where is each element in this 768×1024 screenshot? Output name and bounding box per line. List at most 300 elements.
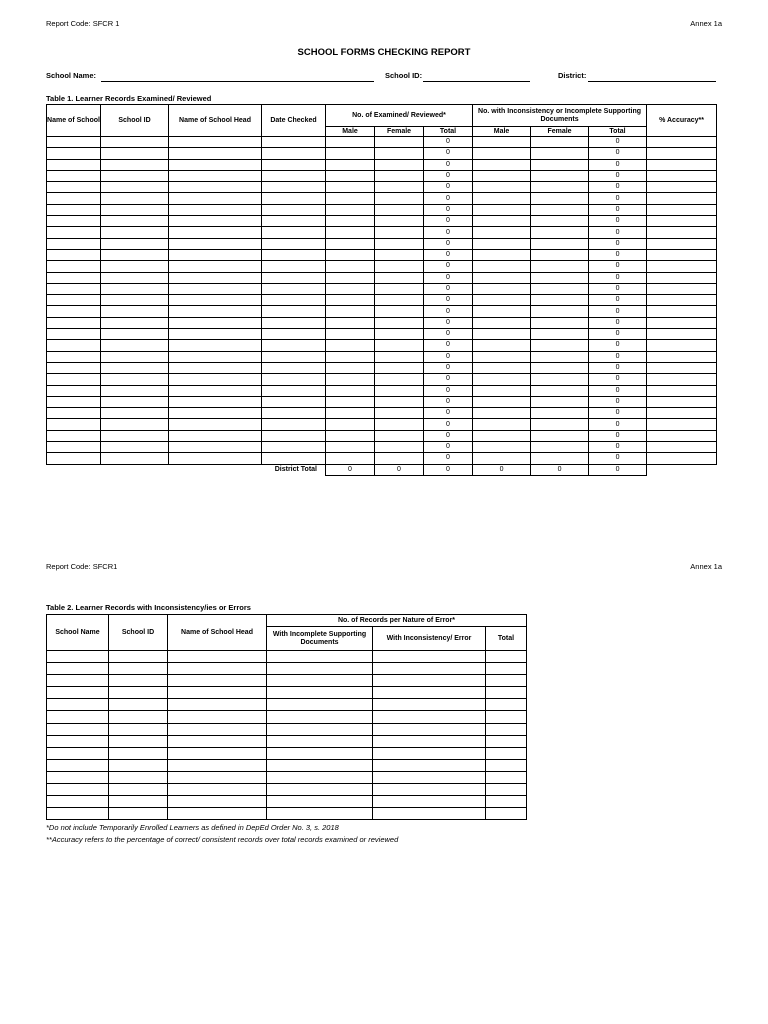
table-cell[interactable] [373, 771, 486, 783]
table-cell[interactable] [262, 283, 326, 294]
table-cell[interactable] [109, 784, 168, 796]
table-cell[interactable] [326, 408, 375, 419]
table-cell[interactable]: 0 [589, 419, 647, 430]
table-cell[interactable] [169, 419, 262, 430]
table-cell[interactable]: 0 [589, 159, 647, 170]
table-cell[interactable] [647, 408, 717, 419]
table-cell[interactable]: 0 [589, 317, 647, 328]
table-cell[interactable] [647, 216, 717, 227]
table-cell[interactable] [47, 771, 109, 783]
table-cell[interactable] [375, 182, 424, 193]
table-cell[interactable] [473, 193, 531, 204]
table-cell[interactable] [47, 419, 101, 430]
table-cell[interactable] [101, 306, 169, 317]
table-cell[interactable] [473, 137, 531, 148]
table-cell[interactable] [262, 340, 326, 351]
table-cell[interactable]: 0 [424, 329, 473, 340]
table-cell[interactable] [47, 808, 109, 820]
table-cell[interactable] [101, 148, 169, 159]
table-cell[interactable] [473, 159, 531, 170]
table-cell[interactable] [262, 419, 326, 430]
table-cell[interactable] [647, 227, 717, 238]
table-cell[interactable] [109, 711, 168, 723]
table-cell[interactable] [168, 723, 267, 735]
table-cell[interactable] [375, 329, 424, 340]
table-cell[interactable] [169, 170, 262, 181]
table-cell[interactable] [326, 442, 375, 453]
table-cell[interactable] [473, 340, 531, 351]
table-cell[interactable] [262, 137, 326, 148]
table-cell[interactable] [375, 204, 424, 215]
table-cell[interactable] [373, 675, 486, 687]
table-cell[interactable] [47, 283, 101, 294]
table-cell[interactable] [101, 137, 169, 148]
table-cell[interactable] [101, 283, 169, 294]
table-cell[interactable] [109, 663, 168, 675]
table-cell[interactable] [262, 170, 326, 181]
table-cell[interactable] [373, 808, 486, 820]
table-cell[interactable] [473, 442, 531, 453]
table-cell[interactable] [101, 249, 169, 260]
table-cell[interactable] [326, 249, 375, 260]
table-cell[interactable] [486, 663, 527, 675]
table-cell[interactable] [531, 329, 589, 340]
table-cell[interactable] [262, 216, 326, 227]
table-cell[interactable] [531, 442, 589, 453]
table-cell[interactable] [375, 216, 424, 227]
table-cell[interactable] [326, 317, 375, 328]
table-cell[interactable] [267, 771, 373, 783]
table-cell[interactable] [47, 227, 101, 238]
table-cell[interactable] [47, 182, 101, 193]
table-cell[interactable] [47, 295, 101, 306]
table-cell[interactable] [531, 453, 589, 464]
table-cell[interactable] [47, 362, 101, 373]
table-cell[interactable] [486, 687, 527, 699]
table-cell[interactable]: 0 [589, 453, 647, 464]
table-cell[interactable] [262, 227, 326, 238]
table-cell[interactable] [326, 193, 375, 204]
table-cell[interactable] [262, 204, 326, 215]
table-cell[interactable] [47, 430, 101, 441]
table-cell[interactable] [47, 351, 101, 362]
table-cell[interactable] [531, 396, 589, 407]
table-cell[interactable] [647, 261, 717, 272]
table-cell[interactable]: 0 [589, 261, 647, 272]
table-cell[interactable] [473, 182, 531, 193]
table-cell[interactable]: 0 [424, 170, 473, 181]
table-cell[interactable]: 0 [424, 295, 473, 306]
table-cell[interactable] [169, 351, 262, 362]
table-cell[interactable] [169, 182, 262, 193]
table-cell[interactable] [109, 699, 168, 711]
table-cell[interactable] [101, 170, 169, 181]
table-cell[interactable] [262, 193, 326, 204]
table-cell[interactable] [262, 430, 326, 441]
table-cell[interactable] [168, 747, 267, 759]
table-cell[interactable] [326, 137, 375, 148]
table-cell[interactable] [169, 306, 262, 317]
table-cell[interactable]: 0 [589, 238, 647, 249]
table-cell[interactable] [169, 329, 262, 340]
table-cell[interactable] [373, 651, 486, 663]
table-cell[interactable] [531, 374, 589, 385]
table-cell[interactable] [647, 419, 717, 430]
table-cell[interactable] [375, 408, 424, 419]
table-cell[interactable]: 0 [589, 148, 647, 159]
table-cell[interactable] [375, 351, 424, 362]
table-cell[interactable] [473, 261, 531, 272]
table-cell[interactable] [531, 261, 589, 272]
table-cell[interactable] [267, 759, 373, 771]
table-cell[interactable] [262, 453, 326, 464]
table-cell[interactable] [531, 408, 589, 419]
table-cell[interactable] [326, 430, 375, 441]
table-cell[interactable] [169, 362, 262, 373]
table-cell[interactable] [168, 771, 267, 783]
table-cell[interactable] [473, 362, 531, 373]
table-cell[interactable] [47, 272, 101, 283]
table-cell[interactable] [47, 396, 101, 407]
table-cell[interactable] [101, 193, 169, 204]
table-cell[interactable]: 0 [424, 385, 473, 396]
table-cell[interactable] [267, 808, 373, 820]
table-cell[interactable] [169, 408, 262, 419]
table-cell[interactable]: 0 [424, 340, 473, 351]
table-cell[interactable] [101, 351, 169, 362]
table-cell[interactable] [375, 453, 424, 464]
table-cell[interactable]: 0 [589, 329, 647, 340]
table-cell[interactable] [473, 317, 531, 328]
table-cell[interactable] [647, 193, 717, 204]
table-cell[interactable] [647, 374, 717, 385]
table-cell[interactable] [109, 808, 168, 820]
table-cell[interactable] [267, 723, 373, 735]
table-cell[interactable] [47, 340, 101, 351]
table-cell[interactable] [169, 396, 262, 407]
table-cell[interactable] [375, 374, 424, 385]
table-cell[interactable] [326, 396, 375, 407]
table-cell[interactable] [47, 796, 109, 808]
table-cell[interactable] [531, 227, 589, 238]
table-cell[interactable] [473, 249, 531, 260]
table-cell[interactable] [531, 148, 589, 159]
table-cell[interactable] [109, 687, 168, 699]
table-cell[interactable] [262, 442, 326, 453]
table-cell[interactable] [531, 283, 589, 294]
table-cell[interactable] [267, 711, 373, 723]
table-cell[interactable] [326, 351, 375, 362]
table-cell[interactable] [101, 374, 169, 385]
table-cell[interactable] [267, 651, 373, 663]
table-cell[interactable] [101, 295, 169, 306]
table-cell[interactable] [647, 182, 717, 193]
table-cell[interactable] [647, 249, 717, 260]
table-cell[interactable] [109, 735, 168, 747]
table-cell[interactable] [486, 808, 527, 820]
table-cell[interactable] [531, 249, 589, 260]
table-cell[interactable]: 0 [424, 419, 473, 430]
table-cell[interactable] [262, 374, 326, 385]
table-cell[interactable] [101, 317, 169, 328]
table-cell[interactable]: 0 [589, 408, 647, 419]
table-cell[interactable] [101, 453, 169, 464]
table-cell[interactable] [647, 306, 717, 317]
table-cell[interactable] [101, 396, 169, 407]
table-cell[interactable] [47, 453, 101, 464]
table-cell[interactable] [375, 306, 424, 317]
table-cell[interactable] [473, 295, 531, 306]
table-cell[interactable]: 0 [589, 351, 647, 362]
table-cell[interactable] [47, 747, 109, 759]
table-cell[interactable] [262, 317, 326, 328]
table-cell[interactable] [101, 419, 169, 430]
table-cell[interactable] [262, 148, 326, 159]
table-cell[interactable] [169, 430, 262, 441]
table-cell[interactable]: 0 [589, 396, 647, 407]
table-cell[interactable] [486, 711, 527, 723]
table-cell[interactable] [326, 419, 375, 430]
table-cell[interactable] [47, 651, 109, 663]
table-cell[interactable] [47, 442, 101, 453]
table-cell[interactable] [647, 238, 717, 249]
table-cell[interactable] [267, 699, 373, 711]
table-cell[interactable] [326, 385, 375, 396]
table-cell[interactable] [169, 340, 262, 351]
table-cell[interactable] [326, 453, 375, 464]
table-cell[interactable]: 0 [424, 159, 473, 170]
table-cell[interactable]: 0 [589, 442, 647, 453]
table-cell[interactable] [326, 227, 375, 238]
table-cell[interactable] [262, 159, 326, 170]
table-cell[interactable] [262, 396, 326, 407]
table-cell[interactable] [486, 771, 527, 783]
school-id-field[interactable] [423, 81, 530, 82]
table-cell[interactable] [647, 362, 717, 373]
table-cell[interactable] [375, 295, 424, 306]
table-cell[interactable] [267, 687, 373, 699]
table-cell[interactable] [375, 317, 424, 328]
table-cell[interactable] [647, 317, 717, 328]
table-cell[interactable] [473, 306, 531, 317]
table-cell[interactable] [47, 687, 109, 699]
table-cell[interactable] [326, 329, 375, 340]
table-cell[interactable] [647, 329, 717, 340]
table-cell[interactable] [473, 272, 531, 283]
table-cell[interactable]: 0 [589, 306, 647, 317]
table-cell[interactable] [473, 227, 531, 238]
table-cell[interactable] [169, 238, 262, 249]
table-cell[interactable] [373, 735, 486, 747]
table-cell[interactable] [647, 272, 717, 283]
table-cell[interactable] [47, 408, 101, 419]
table-cell[interactable] [647, 137, 717, 148]
table-cell[interactable] [262, 238, 326, 249]
table-cell[interactable] [531, 216, 589, 227]
table-cell[interactable] [473, 238, 531, 249]
table-cell[interactable]: 0 [424, 351, 473, 362]
table-cell[interactable] [373, 711, 486, 723]
table-cell[interactable] [47, 699, 109, 711]
table-cell[interactable] [169, 159, 262, 170]
table-cell[interactable] [47, 261, 101, 272]
table-cell[interactable] [375, 249, 424, 260]
table-cell[interactable] [101, 216, 169, 227]
table-cell[interactable] [262, 272, 326, 283]
table-cell[interactable] [101, 442, 169, 453]
school-name-field[interactable] [101, 81, 374, 82]
table-cell[interactable] [647, 295, 717, 306]
table-cell[interactable]: 0 [589, 137, 647, 148]
table-cell[interactable] [375, 238, 424, 249]
table-cell[interactable]: 0 [589, 193, 647, 204]
table-cell[interactable] [486, 759, 527, 771]
table-cell[interactable] [473, 453, 531, 464]
table-cell[interactable] [473, 385, 531, 396]
table-cell[interactable] [169, 272, 262, 283]
table-cell[interactable] [531, 204, 589, 215]
table-cell[interactable] [326, 374, 375, 385]
table-cell[interactable] [375, 261, 424, 272]
table-cell[interactable] [47, 663, 109, 675]
table-cell[interactable] [262, 362, 326, 373]
table-cell[interactable] [169, 295, 262, 306]
table-cell[interactable] [47, 735, 109, 747]
table-cell[interactable] [326, 340, 375, 351]
table-cell[interactable] [531, 430, 589, 441]
table-cell[interactable] [168, 796, 267, 808]
table-cell[interactable] [531, 385, 589, 396]
table-cell[interactable] [262, 182, 326, 193]
table-cell[interactable] [473, 216, 531, 227]
table-cell[interactable] [262, 249, 326, 260]
table-cell[interactable] [486, 784, 527, 796]
table-cell[interactable] [647, 204, 717, 215]
table-cell[interactable] [109, 759, 168, 771]
table-cell[interactable] [326, 204, 375, 215]
table-cell[interactable] [473, 430, 531, 441]
table-cell[interactable] [101, 238, 169, 249]
table-cell[interactable] [169, 227, 262, 238]
table-cell[interactable] [647, 283, 717, 294]
district-field[interactable] [588, 81, 716, 82]
table-cell[interactable] [109, 651, 168, 663]
table-cell[interactable] [169, 193, 262, 204]
table-cell[interactable] [47, 329, 101, 340]
table-cell[interactable]: 0 [589, 385, 647, 396]
table-cell[interactable] [168, 675, 267, 687]
table-cell[interactable]: 0 [589, 340, 647, 351]
table-cell[interactable] [531, 182, 589, 193]
table-cell[interactable] [375, 159, 424, 170]
table-cell[interactable] [647, 170, 717, 181]
table-cell[interactable] [486, 651, 527, 663]
table-cell[interactable] [375, 227, 424, 238]
table-cell[interactable] [267, 675, 373, 687]
table-cell[interactable] [101, 362, 169, 373]
table-cell[interactable]: 0 [589, 374, 647, 385]
table-cell[interactable] [47, 193, 101, 204]
table-cell[interactable] [531, 295, 589, 306]
table-cell[interactable] [168, 808, 267, 820]
table-cell[interactable] [326, 283, 375, 294]
table-cell[interactable] [109, 675, 168, 687]
table-cell[interactable] [486, 723, 527, 735]
table-cell[interactable] [168, 663, 267, 675]
table-cell[interactable] [373, 663, 486, 675]
table-cell[interactable]: 0 [589, 272, 647, 283]
table-cell[interactable] [47, 759, 109, 771]
table-cell[interactable]: 0 [424, 204, 473, 215]
table-cell[interactable] [326, 159, 375, 170]
table-cell[interactable] [531, 317, 589, 328]
table-cell[interactable] [473, 148, 531, 159]
table-cell[interactable] [47, 148, 101, 159]
table-cell[interactable] [168, 784, 267, 796]
table-cell[interactable] [267, 747, 373, 759]
table-cell[interactable] [375, 148, 424, 159]
table-cell[interactable] [267, 796, 373, 808]
table-cell[interactable] [375, 442, 424, 453]
table-cell[interactable] [101, 408, 169, 419]
table-cell[interactable] [101, 261, 169, 272]
table-cell[interactable]: 0 [424, 374, 473, 385]
table-cell[interactable] [168, 735, 267, 747]
table-cell[interactable] [486, 735, 527, 747]
table-cell[interactable] [47, 711, 109, 723]
table-cell[interactable] [473, 419, 531, 430]
table-cell[interactable] [168, 687, 267, 699]
table-cell[interactable] [326, 148, 375, 159]
table-cell[interactable]: 0 [589, 170, 647, 181]
table-cell[interactable] [47, 784, 109, 796]
table-cell[interactable] [531, 238, 589, 249]
table-cell[interactable] [375, 396, 424, 407]
table-cell[interactable] [326, 295, 375, 306]
table-cell[interactable] [262, 295, 326, 306]
table-cell[interactable] [169, 442, 262, 453]
table-cell[interactable] [647, 430, 717, 441]
table-cell[interactable] [486, 675, 527, 687]
table-cell[interactable] [486, 796, 527, 808]
table-cell[interactable] [375, 430, 424, 441]
table-cell[interactable]: 0 [589, 430, 647, 441]
table-cell[interactable] [168, 651, 267, 663]
table-cell[interactable] [101, 227, 169, 238]
table-cell[interactable] [375, 283, 424, 294]
table-cell[interactable] [326, 238, 375, 249]
table-cell[interactable] [531, 193, 589, 204]
table-cell[interactable]: 0 [424, 442, 473, 453]
table-cell[interactable] [169, 249, 262, 260]
table-cell[interactable] [326, 216, 375, 227]
table-cell[interactable] [473, 204, 531, 215]
table-cell[interactable] [101, 182, 169, 193]
table-cell[interactable] [531, 419, 589, 430]
table-cell[interactable] [169, 283, 262, 294]
table-cell[interactable] [326, 261, 375, 272]
table-cell[interactable] [47, 159, 101, 170]
table-cell[interactable] [101, 272, 169, 283]
table-cell[interactable] [473, 374, 531, 385]
table-cell[interactable] [326, 306, 375, 317]
table-cell[interactable] [47, 204, 101, 215]
table-cell[interactable] [267, 663, 373, 675]
table-cell[interactable]: 0 [424, 261, 473, 272]
table-cell[interactable] [47, 723, 109, 735]
table-cell[interactable]: 0 [424, 216, 473, 227]
table-cell[interactable] [647, 351, 717, 362]
